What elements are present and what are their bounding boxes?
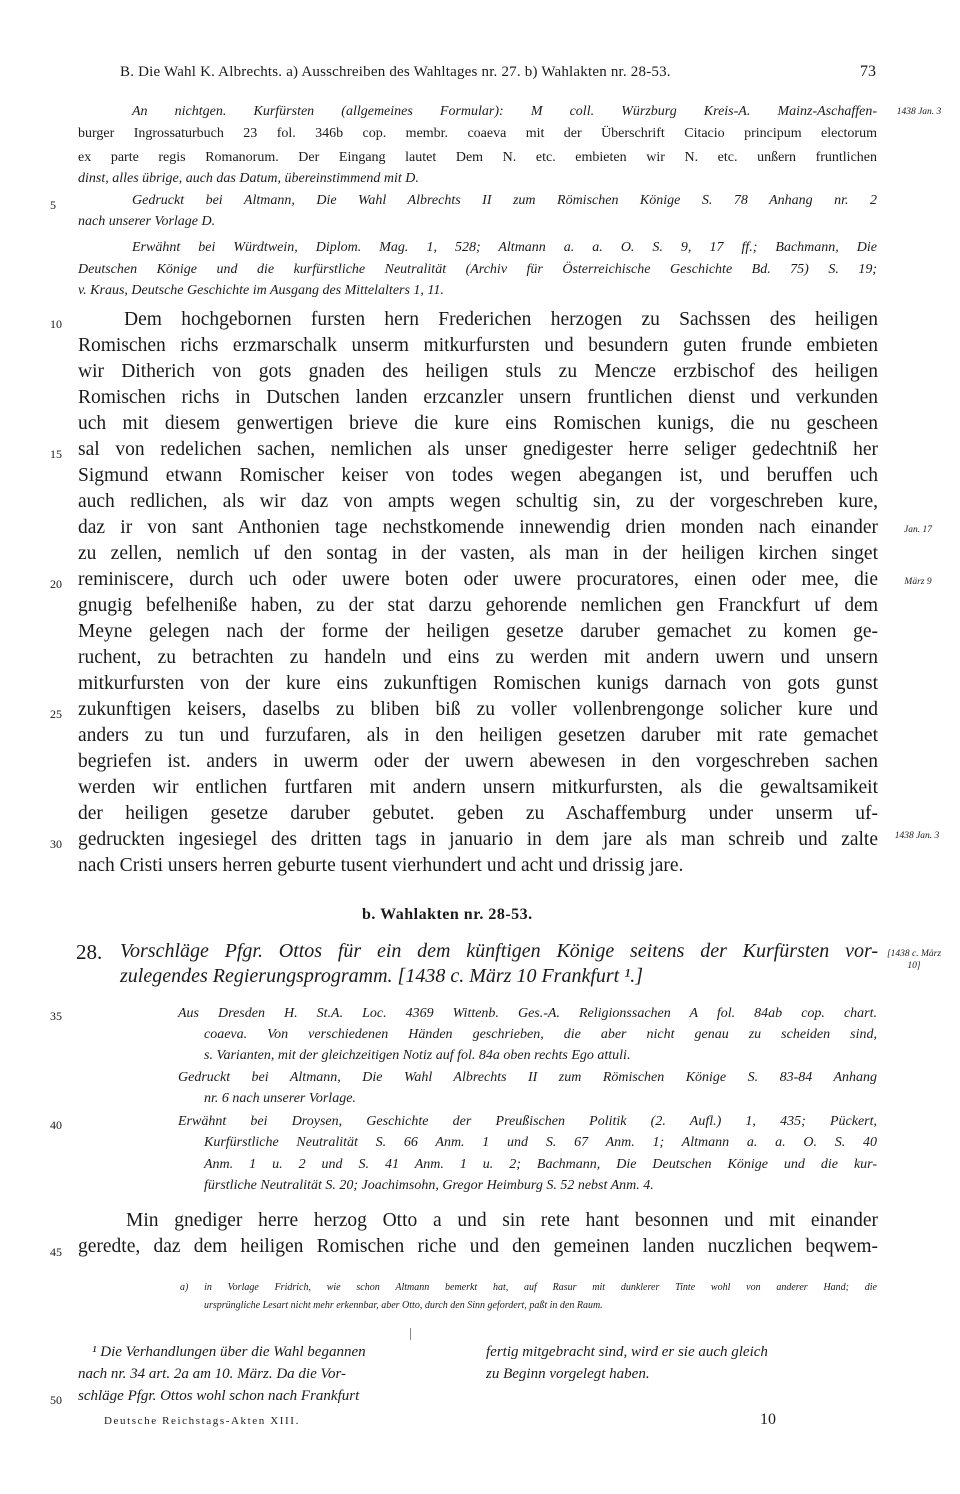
apparatus-line: An nichtgen. Kurfürsten (allgemeines Formular): M coll. Würzburg Kreis-A. Mainz-Aschaffen- (132, 104, 877, 119)
text-line: Dem hochgebornen fursten hern Frederichen herzogen zu Sachssen des heiligen (124, 309, 878, 330)
apparatus-line: Deutschen Könige und die kurfürstliche Neutralität (Archiv für Österreichische Geschichte Bd. 75) S. 19; (78, 262, 877, 277)
margin-date: Jan. 17 (904, 525, 932, 535)
apparatus-line: burger Ingrossaturbuch 23 fol. 346b cop. membr. coaeva mit der Überschrift Citacio principum electorum (78, 126, 877, 141)
margin-date: 1438 Jan. 3 (894, 831, 940, 841)
text-line: sal von redelichen sachen, nemlichen als unser gnedigester herre seliger gedechtniß her (78, 439, 878, 460)
text-line: gedruckten ingesiegel des dritten tags in januario in dem jare als man schreib und zalte (78, 829, 878, 850)
text-line: der heiligen gesetze daruber gebutet. geben zu Aschaffemburg under unserm uf- (78, 803, 878, 824)
text-line: mitkurfursten von der kure eins zukunftigen Romischen kunigs darnach von gots gunst (78, 673, 878, 694)
apparatus-line: fürstliche Neutralität S. 20; Joachimsohn, Gregor Heimburg S. 52 nebst Anm. 4. (204, 1178, 654, 1193)
document-title: Vorschläge Pfgr. Ottos für ein dem künftigen Könige seitens der Kurfürsten vor- (120, 940, 878, 962)
line-number: 30 (50, 837, 62, 851)
text-line: gnugig befelheniße haben, zu der stat darzu gehorende nemlichen gen Franckfurt uf dem (78, 595, 878, 616)
text-line: nach Cristi unsers herren geburte tusent vierhundert und acht und drissig jare. (78, 855, 684, 876)
text-line: auch redlichen, als wir daz von ampts wegen schultig sin, zu der vorgeschreben kure, (78, 491, 878, 512)
text-line: werden wir entlichen furtfaren mit andern unsern mitkurfursten, als die gewaltsamikeit (78, 777, 878, 798)
apparatus-line: Kurfürstliche Neutralität S. 66 Anm. 1 und S. 67 Anm. 1; Altmann a. a. O. S. 40 (204, 1135, 877, 1150)
apparatus-line: Gedruckt bei Altmann, Die Wahl Albrechts II zum Römischen Könige S. 83-84 Anhang (178, 1070, 877, 1085)
text-line: begriefen ist. anders in uwerm oder der uwern abewesen in den vorgeschreben sachen (78, 751, 878, 772)
apparatus-line: Anm. 1 u. 2 und S. 41 Anm. 1 u. 2; Bachmann, Die Deutschen Könige und die kur- (204, 1157, 877, 1172)
text-line: wir Ditherich von gots gnaden des heiligen stuls zu Mencze erzbischof des heiligen (78, 361, 878, 382)
series-title: Deutsche Reichstags-Akten XIII. (104, 1415, 300, 1427)
section-heading: b. Wahlakten nr. 28-53. (362, 906, 533, 923)
text-line: uch mit diesem genwertigen brieve die kure eins Romischen kunigs, die nu gescheen (78, 413, 878, 434)
footnote-line: zu Beginn vorgelegt haben. (486, 1366, 650, 1382)
line-number: 40 (50, 1118, 62, 1132)
apparatus-line: nach unserer Vorlage D. (78, 214, 216, 229)
footnote-line: fertig mitgebracht sind, wird er sie auch gleich (486, 1344, 768, 1360)
line-number: 35 (50, 1009, 62, 1023)
document-title: zulegendes Regierungsprogramm. [1438 c. März 10 Frankfurt ¹.] (120, 965, 643, 987)
apparatus-line: dinst, alles übrige, auch das Datum, übereinstimmend mit D. (78, 171, 419, 186)
text-line: Min gnediger herre herzog Otto a und sin rete hant besonnen und mit einander (126, 1210, 878, 1231)
variant-note: a) in Vorlage Fridrich, wie schon Altmann bemerkt hat, auf Rasur mit dunklerer Tinte wohl von anderer Hand; die (180, 1282, 877, 1293)
apparatus-line: nr. 6 nach unserer Vorlage. (204, 1091, 356, 1106)
line-number: 20 (50, 577, 62, 591)
sheet-number: 10 (760, 1411, 776, 1428)
apparatus-line: Aus Dresden H. St.A. Loc. 4369 Wittenb. Ges.-A. Religionssachen A fol. 84ab cop. chart. (178, 1006, 877, 1021)
footnote-line: ¹ Die Verhandlungen über die Wahl begannen (92, 1344, 366, 1360)
text-line: anders zu tun und furzufaren, als in den heiligen gesetzen daruber mit rate gemachet (78, 725, 878, 746)
apparatus-line: Gedruckt bei Altmann, Die Wahl Albrechts II zum Römischen Könige S. 78 Anhang nr. 2 (132, 193, 877, 208)
text-line: reminiscere, durch uch oder uwere boten oder uwere procuratores, einen oder mee, die (78, 569, 878, 590)
margin-date: [1438 c. März 10] (886, 949, 942, 971)
text-line: geredte, daz dem heiligen Romischen riche und den gemeinen landen nuczlichen beqwem- (78, 1236, 878, 1257)
separator-mark (410, 1328, 411, 1340)
text-line: Sigmund etwann Romischer keiser von todes wegen abegangen ist, und beruffen uch (78, 465, 878, 486)
document-number: 28. (76, 940, 103, 964)
line-number: 10 (50, 317, 62, 331)
text-line: ruchent, zu betrachten zu handeln und eins zu werden mit andern uwern und unsern (78, 647, 878, 668)
margin-date: März 9 (904, 577, 932, 587)
line-number: 15 (50, 447, 62, 461)
line-number: 45 (50, 1245, 62, 1259)
running-title: B. Die Wahl K. Albrechts. a) Ausschreiben des Wahltages nr. 27. b) Wahlakten nr. 28-53. (120, 64, 671, 80)
apparatus-line: coaeva. Von verschiedenen Händen geschrieben, die aber nicht genau zu scheiden sind, (204, 1027, 877, 1042)
variant-note: ursprüngliche Lesart nicht mehr erkennbar, aber Otto, durch den Sinn gefordert, paßt in den Raum. (204, 1300, 603, 1311)
text-line: daz ir von sant Anthonien tage nechstkomende innewendig drien monden nach einander (78, 517, 878, 538)
text-line: Romischen richs in Dutschen landen erzcanzler unsern fruntlichen dienst und verkunden (78, 387, 878, 408)
text-line: Meyne gelegen nach der forme der heiligen gesetze daruber gemachet zu komen ge- (78, 621, 878, 642)
apparatus-line: s. Varianten, mit der gleichzeitigen Notiz auf fol. 84a oben rechts Ego attuli. (204, 1048, 631, 1063)
text-line: Romischen richs erzmarschalk unserm mitkurfursten und besundern guten frunde embieten (78, 335, 878, 356)
apparatus-line: Erwähnt bei Droysen, Geschichte der Preußischen Politik (2. Aufl.) 1, 435; Pückert, (178, 1114, 877, 1129)
apparatus-line: ex parte regis Romanorum. Der Eingang lautet Dem N. etc. embieten wir N. etc. unßern fruntlichen (78, 150, 877, 165)
footnote-line: schläge Pfgr. Ottos wohl schon nach Frankfurt (78, 1388, 360, 1404)
line-number: 5 (50, 198, 56, 212)
page-number: 73 (860, 63, 876, 80)
text-line: zu zellen, nemlich uf den sontag in der vasten, als man in der heiligen kirchen singet (78, 543, 878, 564)
margin-date: 1438 Jan. 3 (896, 107, 942, 117)
text-line: zukunftigen keisers, daselbs zu bliben biß zu voller vollenbrengonge solicher kure und (78, 699, 878, 720)
apparatus-line: Erwähnt bei Würdtwein, Diplom. Mag. 1, 528; Altmann a. a. O. S. 9, 17 ff.; Bachmann, Die (132, 240, 877, 255)
line-number: 50 (50, 1393, 62, 1407)
line-number: 25 (50, 707, 62, 721)
apparatus-line: v. Kraus, Deutsche Geschichte im Ausgang des Mittelalters 1, 11. (78, 283, 444, 298)
footnote-line: nach nr. 34 art. 2a am 10. März. Da die Vor- (78, 1366, 347, 1382)
